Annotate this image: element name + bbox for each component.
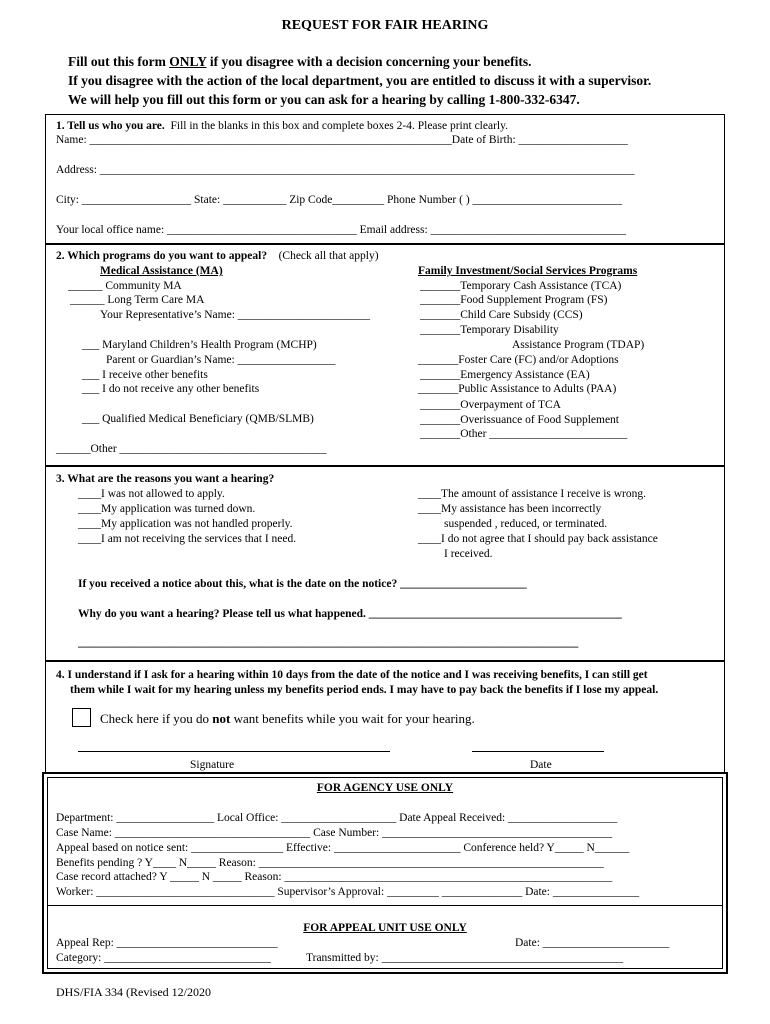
section-4-line-2: them while I wait for my hearing unless my benefits period ends. I may have to pay back the benefits if I lose my appeal.	[70, 684, 659, 696]
agency-department-line[interactable]: Department: _________________ Local Office: ____________________ Date Appeal Received: ___________________	[56, 812, 618, 824]
program-community-ma[interactable]: ______ Community MA	[68, 280, 182, 292]
program-foster-care[interactable]: _______Foster Care (FC) and/or Adoptions	[418, 354, 619, 366]
no-benefits-checkbox[interactable]	[72, 708, 91, 727]
name-dob-field[interactable]: Name: _______________________________________________________________Date of Birth: ___________________	[56, 134, 628, 146]
reason-amount-wrong[interactable]: ____The amount of assistance I receive is wrong.	[418, 488, 647, 500]
intro-only-emphasis: ONLY	[169, 54, 207, 69]
program-ccs[interactable]: _______Child Care Subsidy (CCS)	[420, 309, 583, 321]
reason-not-receiving[interactable]: ____I am not receiving the services that I need.	[78, 533, 297, 545]
form-number-footer: DHS/FIA 334 (Revised 12/2020	[56, 985, 212, 999]
reason-pay-back[interactable]: ____I do not agree that I should pay back assistance	[418, 533, 658, 545]
reason-incorrectly-cont: suspended , reduced, or terminated.	[444, 518, 608, 530]
no-other-benefits[interactable]: ___ I do not receive any other benefits	[82, 383, 260, 395]
notice-date-field[interactable]: If you received a notice about this, what is the date on the notice? ______________________	[78, 578, 527, 590]
parent-guardian-field[interactable]: Parent or Guardian’s Name: _________________	[106, 354, 336, 366]
program-tdap[interactable]: _______Temporary Disability	[420, 324, 559, 336]
program-ea[interactable]: _______Emergency Assistance (EA)	[420, 369, 590, 381]
agency-benefits-pending-line[interactable]: Benefits pending ? Y____ N_____ Reason: ____________________________________________________________	[56, 857, 604, 869]
signature-line[interactable]	[78, 751, 390, 752]
fis-title: Family Investment/Social Services Programs	[418, 265, 638, 277]
date-label: Date	[530, 759, 552, 771]
section-2-heading: 2. Which programs do you want to appeal?	[56, 250, 268, 262]
intro-line-2: If you disagree with the action of the local department, you are entitled to discuss it with a supervisor.	[68, 73, 652, 88]
program-overpayment-tca[interactable]: _______Overpayment of TCA	[420, 399, 561, 411]
transmitted-by-field[interactable]: Transmitted by: __________________________________________	[306, 952, 624, 964]
section-1-header	[56, 119, 508, 133]
representative-name-field[interactable]: Your Representative’s Name: _______________________	[100, 309, 371, 321]
appeal-rep-field[interactable]: Appeal Rep: ____________________________	[56, 937, 278, 949]
no-benefits-label-pre: Check here if you do	[100, 711, 213, 726]
no-benefits-label-not: not	[212, 711, 231, 726]
no-benefits-label-post: want benefits while you wait for your hearing.	[230, 711, 475, 726]
agency-heading: FOR AGENCY USE ONLY	[316, 782, 454, 794]
intro-line-1-pre: Fill out this form	[68, 54, 170, 69]
reason-not-allowed[interactable]: ____I was not allowed to apply.	[78, 488, 225, 500]
date-line[interactable]	[472, 751, 604, 752]
intro-line-3: We will help you fill out this form or you can ask for a hearing by calling 1-800-332-6347.	[68, 92, 580, 107]
program-tca[interactable]: _______Temporary Cash Assistance (TCA)	[420, 280, 622, 292]
address-field[interactable]: Address: _____________________________________________________________________________________________	[56, 164, 635, 176]
program-tdap-cont: Assistance Program (TDAP)	[512, 339, 645, 351]
program-other-right[interactable]: _______Other ________________________	[420, 428, 628, 440]
why-hearing-field[interactable]: Why do you want a hearing? Please tell us what happened. ____________________________________________	[78, 608, 622, 620]
agency-case-name-line[interactable]: Case Name: __________________________________ Case Number: ________________________________________	[56, 827, 613, 839]
program-paa[interactable]: _______Public Assistance to Adults (PAA)	[418, 383, 617, 395]
section-4-line-1: 4. I understand if I ask for a hearing within 10 days from the date of the notice and I was receiving benefits, I can still get	[56, 669, 648, 681]
reason-turned-down[interactable]: ____My application was turned down.	[78, 503, 256, 515]
reason-pay-back-cont: I received.	[444, 548, 493, 560]
agency-worker-line[interactable]: Worker: _______________________________ Supervisor’s Approval: _________ ______________ Date: _______________	[56, 886, 640, 898]
program-qmb-slmb[interactable]: ___ Qualified Medical Beneficiary (QMB/SLMB)	[82, 413, 314, 425]
receive-other-benefits[interactable]: ___ I receive other benefits	[82, 369, 208, 381]
agency-divider	[47, 905, 723, 906]
ma-title: Medical Assistance (MA)	[100, 265, 223, 277]
no-benefits-label	[100, 711, 475, 727]
section-3-heading: 3. What are the reasons you want a hearing?	[56, 473, 275, 485]
program-mchp[interactable]: ___ Maryland Children’s Health Program (MCHP)	[82, 339, 317, 351]
agency-appeal-notice-line[interactable]: Appeal based on notice sent: ________________ Effective: ______________________ Conference held? Y_____ N______	[56, 842, 630, 854]
appeal-unit-heading: FOR APPEAL UNIT USE ONLY	[303, 922, 467, 934]
page-title: REQUEST FOR FAIR HEARING	[281, 18, 489, 33]
reason-not-handled[interactable]: ____My application was not handled properly.	[78, 518, 293, 530]
section-2-header	[56, 249, 379, 263]
program-long-term-care-ma[interactable]: ______ Long Term Care MA	[70, 294, 205, 306]
city-state-zip-phone-field[interactable]: City: ___________________ State: ___________ Zip Code_________ Phone Number ( ) __________________________	[56, 194, 623, 206]
appeal-date-field[interactable]: Date: ______________________	[515, 937, 670, 949]
reason-incorrectly[interactable]: ____My assistance has been incorrectly	[418, 503, 602, 515]
category-field[interactable]: Category: _____________________________	[56, 952, 271, 964]
why-hearing-line-2[interactable]: _______________________________________________________________________________________	[78, 637, 579, 649]
section-2-note: (Check all that apply)	[278, 250, 379, 262]
program-other-left[interactable]: ______Other ____________________________________	[56, 443, 327, 455]
intro-line-1	[68, 53, 532, 70]
program-fs[interactable]: _______Food Supplement Program (FS)	[420, 294, 608, 306]
agency-case-record-line[interactable]: Case record attached? Y _____ N _____ Reason: _________________________________________________________	[56, 871, 613, 883]
signature-label: Signature	[190, 759, 235, 771]
intro-line-1-post: if you disagree with a decision concerning your benefits.	[206, 54, 532, 69]
section-1-instructions: Fill in the blanks in this box and complete boxes 2-4. Please print clearly.	[170, 120, 508, 132]
office-email-field[interactable]: Your local office name: _________________________________ Email address: __________________________________	[56, 224, 627, 236]
program-overissuance-fs[interactable]: _______Overissuance of Food Supplement	[420, 414, 619, 426]
section-1-heading: 1. Tell us who you are.	[56, 120, 165, 132]
